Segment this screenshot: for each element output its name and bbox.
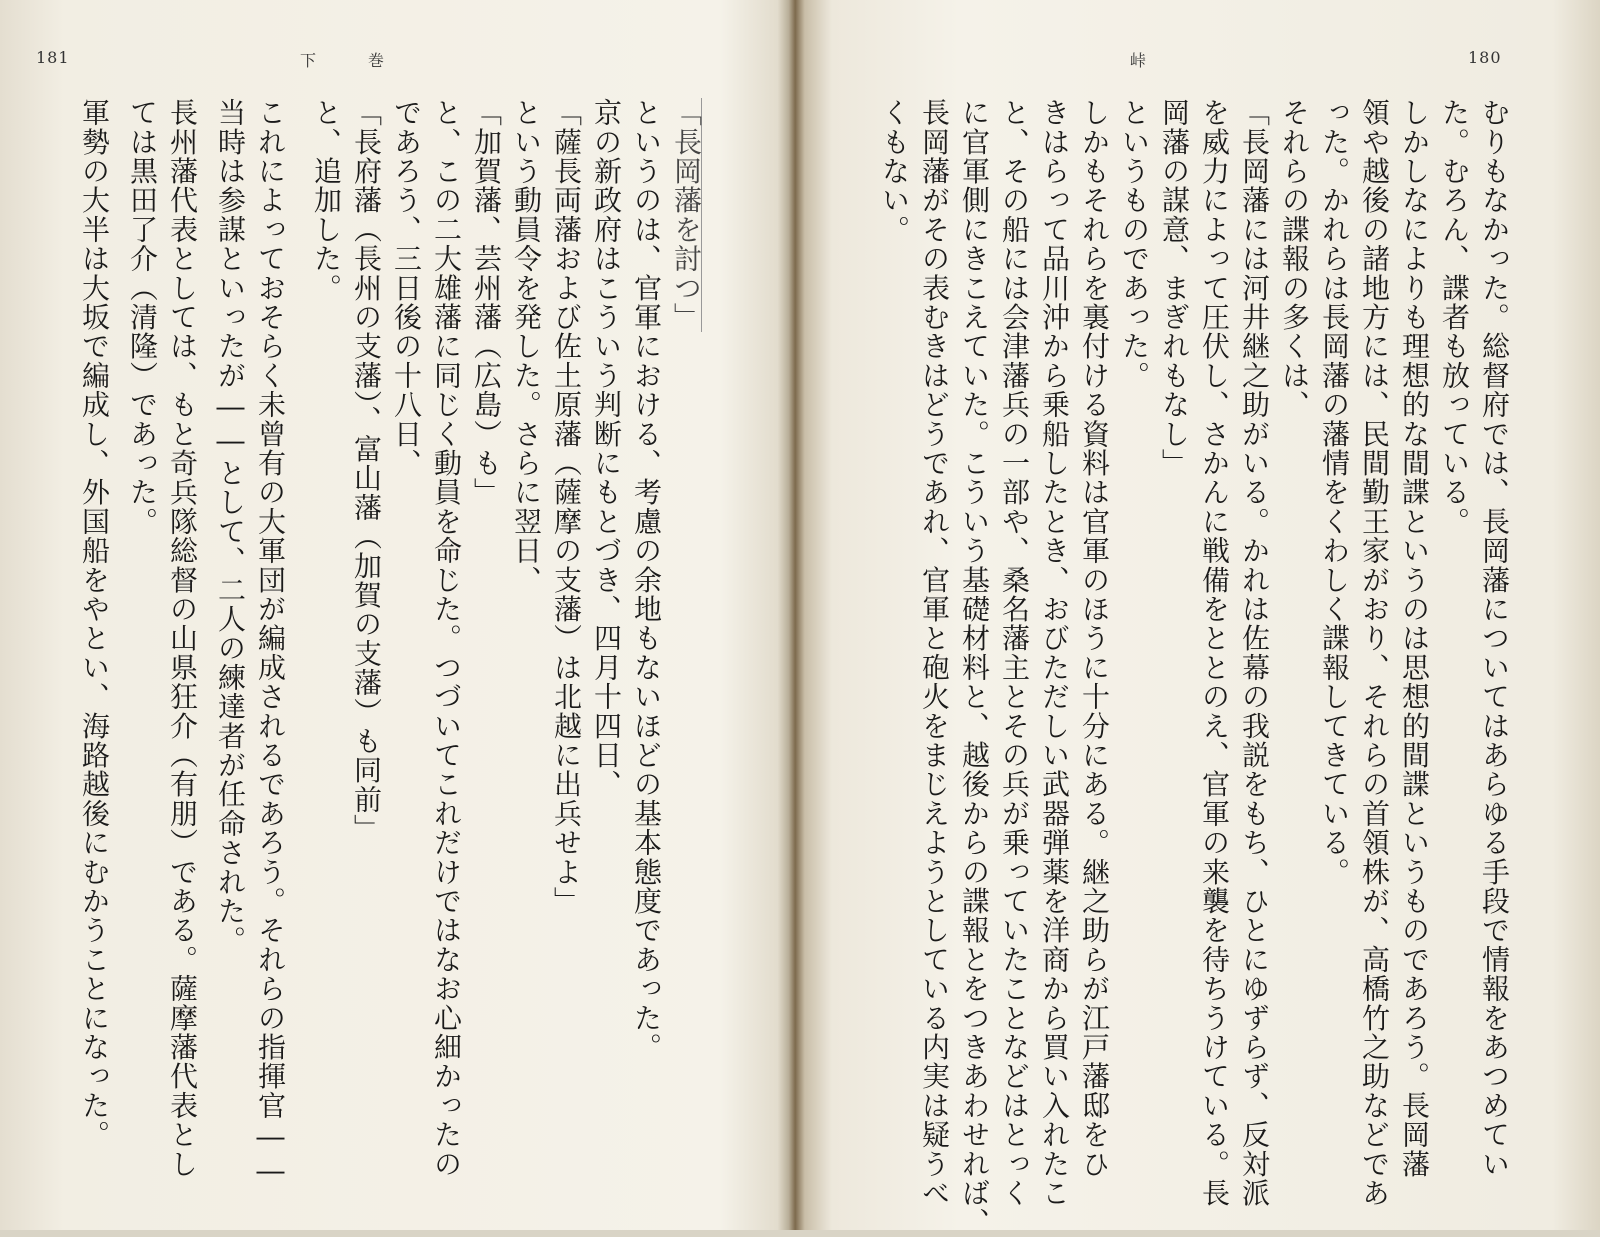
text-line: 軍勢の大半は大坂で編成し、外国船をやとい、海路越後にむかうことになった。 bbox=[78, 98, 111, 1150]
text-line: た。むろん、諜者も放っている。 bbox=[1438, 98, 1471, 536]
text-line: 京の新政府はこういう判断にもとづき、四月十四日、 bbox=[590, 98, 623, 799]
text-line: った。かれらは長岡藩の藩情をくわしく諜報してきている。 bbox=[1318, 98, 1351, 887]
text-line: きはらって品川沖から乗船したとき、おびただしい武器弾薬を洋商から買い入れたこ bbox=[1038, 98, 1071, 1208]
text-line: 「長府藩（長州の支藩）、富山藩（加賀の支藩）も同前」 bbox=[350, 98, 383, 844]
text-line: と、その船には会津藩兵の一部や、桑名藩主とその兵が乗っていたことなどはとっく bbox=[998, 98, 1031, 1208]
text-line: むりもなかった。総督府では、長岡藩についてはあらゆる手段で情報をあつめてい bbox=[1478, 98, 1511, 1179]
running-head: 峠 bbox=[1130, 51, 1148, 70]
text-line: 「加賀藩、芸州藩（広島）も」 bbox=[470, 98, 503, 507]
text-line: しかしなによりも理想的な間諜というのは思想的間諜というものであろう。長岡藩 bbox=[1398, 98, 1431, 1179]
text-line: 長岡藩がその表むきはどうであれ、官軍と砲火をまじえようとしている内実は疑うべ bbox=[918, 98, 951, 1208]
text-line: であろう、三日後の十八日、 bbox=[390, 98, 423, 478]
left-page bbox=[0, 0, 792, 1230]
page-number: 181 bbox=[36, 48, 70, 67]
text-line: 「薩長両藩および佐土原藩（薩摩の支藩）は北越に出兵せよ」 bbox=[550, 98, 583, 916]
text-line: ては黒田了介（清隆）であった。 bbox=[126, 98, 159, 536]
text-line: というものであった。 bbox=[1118, 98, 1151, 390]
right-page bbox=[808, 0, 1600, 1237]
text-line: という動員令を発した。さらに翌日、 bbox=[510, 98, 543, 595]
text-line: くもない。 bbox=[878, 98, 911, 244]
text-line: と、追加した。 bbox=[310, 98, 343, 303]
text-line: と、この二大雄藩に同じく動員を命じた。つづいてこれだけではなお心細かったの bbox=[430, 98, 463, 1179]
text-line: 「長岡藩には河井継之助がいる。かれは佐幕の我説をもち、ひとにゆずらず、反対派 bbox=[1238, 98, 1271, 1208]
text-line: 岡藩の謀意、まぎれもなし」 bbox=[1158, 98, 1191, 478]
text-line: それらの諜報の多くは、 bbox=[1278, 98, 1311, 420]
text-line: を威力によって圧伏し、さかんに戦備をととのえ、官軍の来襲を待ちうけている。長 bbox=[1198, 98, 1231, 1208]
text-line: というのは、官軍における、考慮の余地もないほどの基本態度であった。 bbox=[630, 98, 663, 1062]
text-line: 長州藩代表としては、もと奇兵隊総督の山県狂介（有朋）である。薩摩藩代表とし bbox=[166, 98, 199, 1179]
text-line: 「長岡藩を討つ」 bbox=[670, 98, 703, 332]
text-line: しかもそれらを裏付ける資料は官軍のほうに十分にある。継之助らが江戸藩邸をひ bbox=[1078, 98, 1111, 1179]
text-line: に官軍側にきこえていた。こういう基礎材料と、越後からの諜報とをつきあわせれば、 bbox=[958, 98, 991, 1237]
page-number: 180 bbox=[1468, 48, 1502, 67]
running-head: 下 巻 bbox=[300, 51, 386, 70]
text-line: これによっておそらく未曾有の大軍団が編成されるであろう。それらの指揮官―― bbox=[254, 98, 287, 1189]
text-line: 領や越後の諸地方には、民間勤王家がおり、それらの首領株が、高橋竹之助などであ bbox=[1358, 98, 1391, 1208]
text-line: 当時は参謀といったが――として、二人の練達者が任命された。 bbox=[214, 98, 247, 955]
